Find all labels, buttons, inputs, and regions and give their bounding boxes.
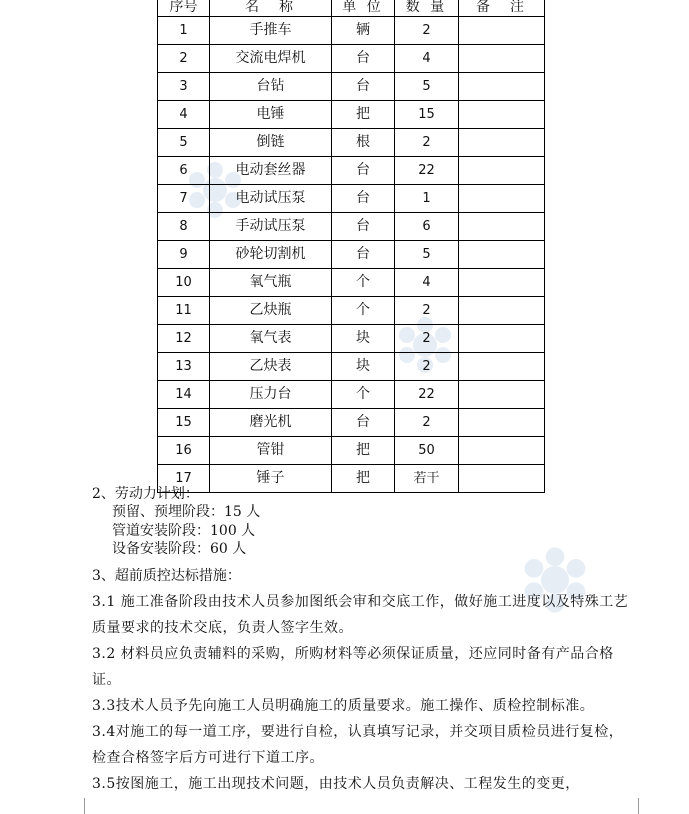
table-header-cell: 名 称: [210, 0, 332, 17]
table-cell: 11: [158, 297, 210, 325]
table-cell: 电动套丝器: [210, 157, 332, 185]
table-header-cell: 备 注: [459, 0, 545, 17]
table-cell: 乙炔表: [210, 353, 332, 381]
table-cell: 5: [158, 129, 210, 157]
quality-paragraph: 3.5按图施工，施工出现技术问题，由技术人员负责解决、工程发生的变更，: [92, 776, 580, 792]
page-corner-mark: [638, 798, 655, 814]
table-row: [158, 101, 545, 129]
table-cell: [459, 241, 545, 269]
table-cell: 2: [395, 409, 459, 437]
table-cell: [459, 325, 545, 353]
table-cell: 管钳: [210, 437, 332, 465]
labor-heading: 2、劳动力计划：: [92, 486, 199, 502]
table-row: [158, 465, 545, 493]
table-row: [158, 409, 545, 437]
table-cell: [459, 213, 545, 241]
table-row: [158, 129, 545, 157]
table-header-cell: 序号: [158, 0, 210, 17]
table-cell: 氧气瓶: [210, 269, 332, 297]
table-cell: 台: [332, 409, 395, 437]
table-cell: 台: [332, 213, 395, 241]
table-cell: 2: [158, 45, 210, 73]
table-row: [158, 297, 545, 325]
table-row: [158, 269, 545, 297]
table-cell: [459, 409, 545, 437]
quality-paragraph: 3.1 施工准备阶段由技术人员参加图纸会审和交底工作，做好施工进度以及特殊工艺质量要求的技术交底，负责人签字生效。: [92, 594, 629, 636]
table-cell: 9: [158, 241, 210, 269]
table-cell: 台: [332, 73, 395, 101]
labor-item: 预留、预埋阶段：15 人: [112, 504, 261, 520]
table-cell: 2: [395, 353, 459, 381]
table-cell: 7: [158, 185, 210, 213]
page-corner-mark: [68, 798, 85, 814]
table-cell: 台: [332, 241, 395, 269]
table-cell: [459, 465, 545, 493]
table-cell: 4: [395, 269, 459, 297]
table-row: [158, 353, 545, 381]
table-cell: 砂轮切割机: [210, 241, 332, 269]
table-cell: [459, 73, 545, 101]
table-cell: 压力台: [210, 381, 332, 409]
labor-item: 设备安装阶段：60 人: [112, 541, 247, 557]
table-cell: 3: [158, 73, 210, 101]
table-cell: 交流电焊机: [210, 45, 332, 73]
quality-heading: 3、超前质控达标措施：: [92, 568, 241, 584]
table-cell: 2: [395, 297, 459, 325]
table-cell: 2: [395, 325, 459, 353]
table-row: [158, 213, 545, 241]
table-cell: 16: [158, 437, 210, 465]
table-cell: [459, 297, 545, 325]
table-cell: [459, 45, 545, 73]
table-row: [158, 437, 545, 465]
table-cell: 8: [158, 213, 210, 241]
table-row: [158, 185, 545, 213]
table-cell: 10: [158, 269, 210, 297]
table-cell: 12: [158, 325, 210, 353]
table-cell: 台: [332, 157, 395, 185]
quality-paragraph: 3.3技术人员予先向施工人员明确施工的质量要求。施工操作、质检控制标准。: [92, 698, 595, 714]
table-cell: 2: [395, 17, 459, 45]
quality-paragraph: 3.4对施工的每一道工序，要进行自检，认真填写记录，并交项目质检员进行复检，检查合格签字后方可进行下道工序。: [92, 724, 624, 766]
table-row: [158, 73, 545, 101]
table-cell: [459, 157, 545, 185]
table-cell: 辆: [332, 17, 395, 45]
table-header-row: [158, 0, 545, 17]
table-cell: [459, 185, 545, 213]
table-cell: 个: [332, 269, 395, 297]
table-header-cell: 数 量: [395, 0, 459, 17]
table-cell: [459, 437, 545, 465]
table-cell: 个: [332, 297, 395, 325]
table-row: [158, 157, 545, 185]
table-cell: 22: [395, 157, 459, 185]
table-cell: 倒链: [210, 129, 332, 157]
equipment-table: [157, 0, 545, 493]
table-cell: 5: [395, 241, 459, 269]
quality-paragraph: 3.2 材料员应负责辅料的采购，所购材料等必须保证质量，还应同时备有产品合格证。: [92, 646, 614, 688]
table-row: [158, 241, 545, 269]
table-cell: 把: [332, 101, 395, 129]
table-cell: 4: [395, 45, 459, 73]
table-cell: 电动试压泵: [210, 185, 332, 213]
table-cell: 把: [332, 437, 395, 465]
table-cell: [459, 129, 545, 157]
table-row: [158, 17, 545, 45]
table-cell: 锤子: [210, 465, 332, 493]
table-cell: 磨光机: [210, 409, 332, 437]
table-cell: 块: [332, 325, 395, 353]
table-cell: 1: [158, 17, 210, 45]
table-cell: 5: [395, 73, 459, 101]
table-cell: 台: [332, 45, 395, 73]
table-cell: 14: [158, 381, 210, 409]
table-row: [158, 381, 545, 409]
table-cell: 17: [158, 465, 210, 493]
table-cell: 6: [158, 157, 210, 185]
table-cell: [459, 381, 545, 409]
table-cell: 50: [395, 437, 459, 465]
table-cell: [459, 17, 545, 45]
table-cell: 4: [158, 101, 210, 129]
table-row: [158, 325, 545, 353]
table-cell: 氧气表: [210, 325, 332, 353]
table-cell: 手动试压泵: [210, 213, 332, 241]
table-cell: 块: [332, 353, 395, 381]
table-header-cell: 单 位: [332, 0, 395, 17]
table-cell: 6: [395, 213, 459, 241]
table-cell: 22: [395, 381, 459, 409]
table-row: [158, 45, 545, 73]
table-cell: 电锤: [210, 101, 332, 129]
table-cell: 若干: [395, 465, 459, 493]
table-cell: 手推车: [210, 17, 332, 45]
table-cell: [459, 101, 545, 129]
table-cell: 15: [395, 101, 459, 129]
table-cell: [459, 353, 545, 381]
table-cell: 把: [332, 465, 395, 493]
table-cell: 台: [332, 185, 395, 213]
table-cell: 个: [332, 381, 395, 409]
table-cell: [459, 269, 545, 297]
table-cell: 13: [158, 353, 210, 381]
table-cell: 15: [158, 409, 210, 437]
table-cell: 乙炔瓶: [210, 297, 332, 325]
table-cell: 根: [332, 129, 395, 157]
labor-item: 管道安装阶段：100 人: [112, 523, 256, 539]
table-cell: 台钻: [210, 73, 332, 101]
table-cell: 1: [395, 185, 459, 213]
table-cell: 2: [395, 129, 459, 157]
